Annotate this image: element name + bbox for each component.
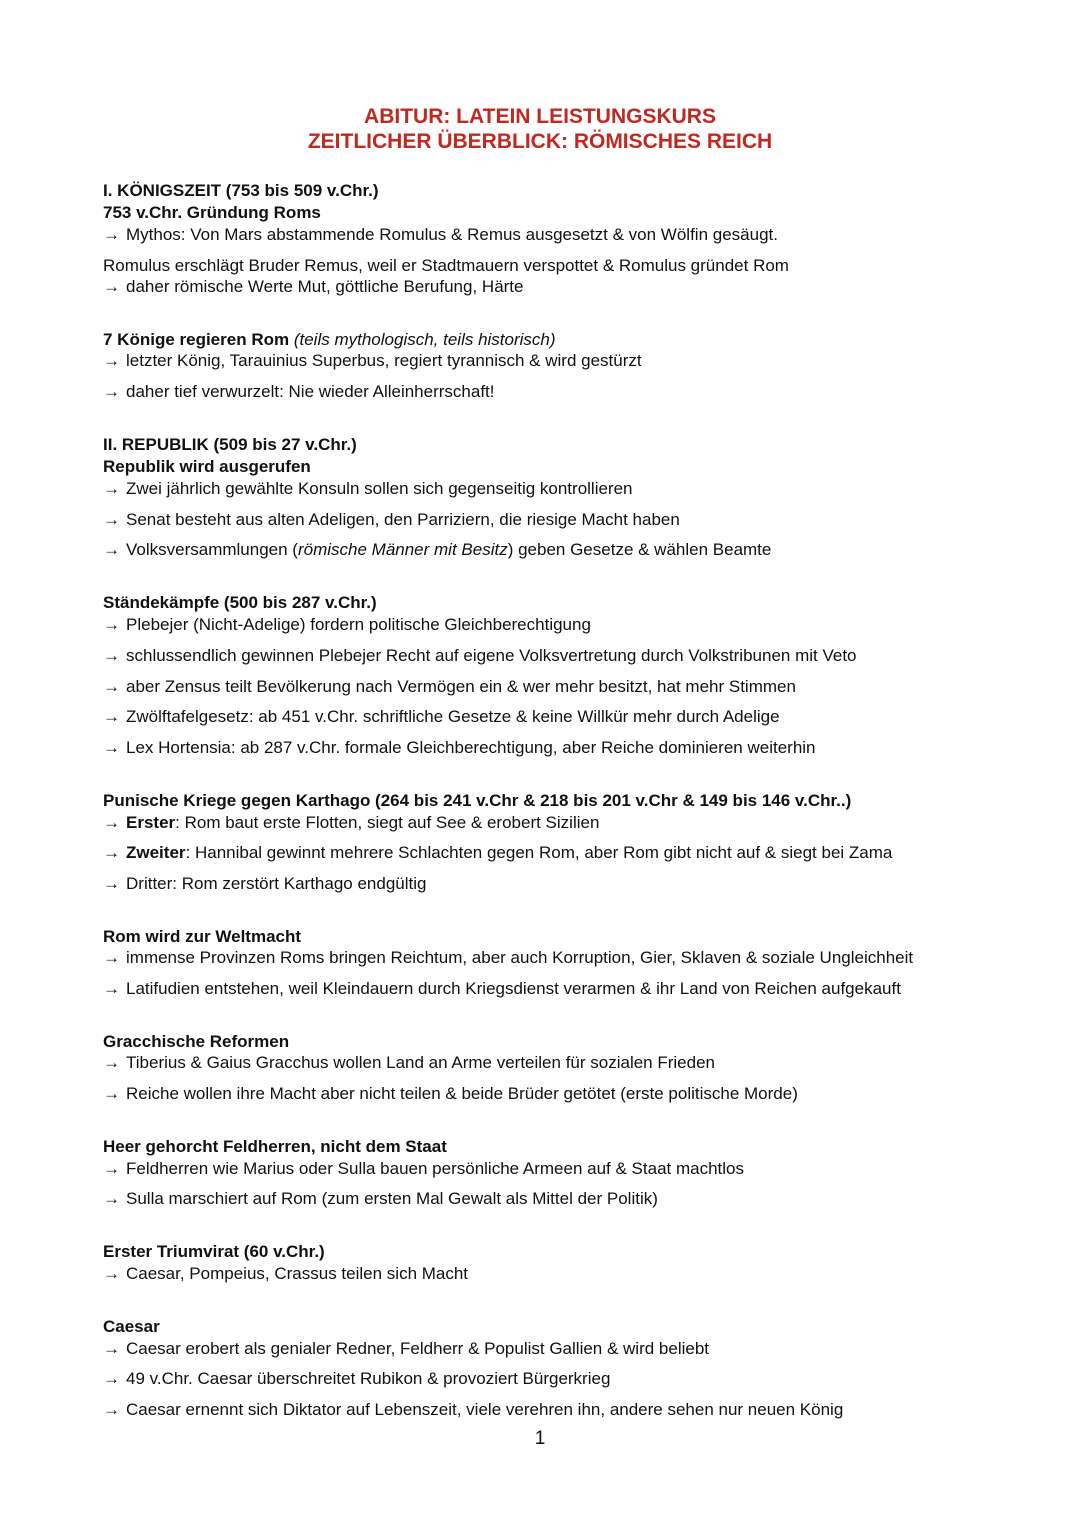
item-text: Reiche wollen ihre Macht aber nicht teilen & beide Brüder getötet (erste politische Morde) xyxy=(126,1084,798,1103)
section-heading: Punische Kriege gegen Karthago (264 bis 241 v.Chr & 218 bis 201 v.Chr & 149 bis 146 v.Chr..) xyxy=(103,791,852,810)
list-item xyxy=(103,1159,1020,1179)
arrow-icon: → xyxy=(103,1369,120,1388)
list-item xyxy=(103,615,1020,635)
item-text: ) geben Gesetze & wählen Beamte xyxy=(507,540,772,559)
arrow-icon: → xyxy=(103,351,120,370)
arrow-icon: → xyxy=(103,382,120,401)
arrow-icon: → xyxy=(103,843,120,862)
arrow-icon: → xyxy=(103,979,120,998)
item-text: Volksversammlungen ( xyxy=(126,540,298,559)
item-text: 49 v.Chr. Caesar überschreitet Rubikon & provoziert Bürgerkrieg xyxy=(126,1369,611,1388)
page-title-line-1: ABITUR: LATEIN LEISTUNGSKURS xyxy=(364,105,716,128)
item-label: Zweiter xyxy=(126,843,186,862)
item-text: letzter König, Tarauinius Superbus, regiert tyrannisch & wird gestürzt xyxy=(126,351,642,370)
arrow-icon: → xyxy=(103,677,120,696)
list-item xyxy=(103,277,1020,297)
arrow-icon: → xyxy=(103,479,120,498)
item-text: Plebejer (Nicht-Adelige) fordern politische Gleichberechtigung xyxy=(126,615,591,634)
arrow-icon: → xyxy=(103,1084,120,1103)
paragraph: Romulus erschlägt Bruder Remus, weil er Stadtmauern verspottet & Romulus gründet Rom xyxy=(103,256,789,275)
section-heading: Gracchische Reformen xyxy=(103,1032,290,1051)
list-item xyxy=(103,1369,1020,1389)
item-text: Lex Hortensia: ab 287 v.Chr. formale Gleichberechtigung, aber Reiche dominieren weiterhin xyxy=(126,738,816,757)
list-item xyxy=(103,1339,1020,1359)
item-text: daher tief verwurzelt: Nie wieder Alleinherrschaft! xyxy=(126,382,495,401)
item-text: : Rom baut erste Flotten, siegt auf See & erobert Sizilien xyxy=(175,813,600,832)
arrow-icon: → xyxy=(103,738,120,757)
item-text: Zwei jährlich gewählte Konsuln sollen sich gegenseitig kontrollieren xyxy=(126,479,633,498)
section-subheading: 753 v.Chr. Gründung Roms xyxy=(103,203,321,222)
item-text: immense Provinzen Roms bringen Reichtum, aber auch Korruption, Gier, Sklaven & soziale Ungleichheit xyxy=(126,948,914,967)
arrow-icon: → xyxy=(103,646,120,665)
list-item xyxy=(103,1053,1020,1073)
list-item xyxy=(103,540,1020,560)
arrow-icon: → xyxy=(103,225,120,244)
arrow-icon: → xyxy=(103,510,120,529)
item-text: Caesar, Pompeius, Crassus teilen sich Macht xyxy=(126,1264,469,1283)
list-item xyxy=(103,707,1020,727)
arrow-icon: → xyxy=(103,615,120,634)
list-item xyxy=(103,979,1020,999)
item-text: Dritter: Rom zerstört Karthago endgültig xyxy=(126,874,427,893)
section-heading: Ständekämpfe (500 bis 287 v.Chr.) xyxy=(103,593,377,612)
arrow-icon: → xyxy=(103,1339,120,1358)
arrow-icon: → xyxy=(103,1053,120,1072)
arrow-icon: → xyxy=(103,277,120,296)
list-item xyxy=(103,646,1020,666)
section-heading: Erster Triumvirat (60 v.Chr.) xyxy=(103,1242,325,1261)
section-heading xyxy=(103,330,1020,350)
list-item xyxy=(103,351,1020,371)
item-text: aber Zensus teilt Bevölkerung nach Vermögen ein & wer mehr besitzt, hat mehr Stimmen xyxy=(126,677,796,696)
list-item xyxy=(103,1264,1020,1284)
arrow-icon: → xyxy=(103,1264,120,1283)
section-heading: Rom wird zur Weltmacht xyxy=(103,927,302,946)
list-item xyxy=(103,510,1020,530)
item-text: Senat besteht aus alten Adeligen, den Parriziern, die riesige Macht haben xyxy=(126,510,680,529)
item-text: Sulla marschiert auf Rom (zum ersten Mal Gewalt als Mittel der Politik) xyxy=(126,1189,658,1208)
arrow-icon: → xyxy=(103,948,120,967)
list-item xyxy=(103,382,1020,402)
arrow-icon: → xyxy=(103,1159,120,1178)
item-text: Zwölftafelgesetz: ab 451 v.Chr. schriftliche Gesetze & keine Willkür mehr durch Adelige xyxy=(126,707,780,726)
list-item xyxy=(103,1084,1020,1104)
item-label: Erster xyxy=(126,813,176,832)
page-title-line-2: ZEITLICHER ÜBERBLICK: RÖMISCHES REICH xyxy=(307,130,773,153)
list-item xyxy=(103,843,1020,863)
page-number: 1 xyxy=(534,1428,546,1449)
list-item xyxy=(103,813,1020,833)
item-text: Caesar ernennt sich Diktator auf Lebenszeit, viele verehren ihn, andere sehen nur neuen König xyxy=(126,1400,844,1419)
item-text-italic: römische Männer mit Besitz xyxy=(297,540,508,559)
arrow-icon: → xyxy=(103,874,120,893)
list-item xyxy=(103,479,1020,499)
arrow-icon: → xyxy=(103,1400,120,1419)
item-text: schlussendlich gewinnen Plebejer Recht auf eigene Volksvertretung durch Volkstribunen mit Veto xyxy=(126,646,857,665)
section-heading: Caesar xyxy=(103,1317,160,1336)
item-text: Mythos: Von Mars abstammende Romulus & Remus ausgesetzt & von Wölfin gesäugt. xyxy=(126,225,778,244)
item-text: daher römische Werte Mut, göttliche Berufung, Härte xyxy=(126,277,524,296)
arrow-icon: → xyxy=(103,707,120,726)
arrow-icon: → xyxy=(103,540,120,559)
item-text: Latifudien entstehen, weil Kleindauern durch Kriegsdienst verarmen & ihr Land von Reichen aufgekauft xyxy=(126,979,901,998)
list-item xyxy=(103,948,1020,968)
list-item xyxy=(103,1189,1020,1209)
heading-text: 7 Könige regieren Rom xyxy=(103,330,290,349)
section-heading: I. KÖNIGSZEIT (753 bis 509 v.Chr.) xyxy=(103,181,379,200)
list-item xyxy=(103,225,1020,245)
item-text: Caesar erobert als genialer Redner, Feldherr & Populist Gallien & wird beliebt xyxy=(126,1339,710,1358)
section-subheading: Republik wird ausgerufen xyxy=(103,457,311,476)
heading-note: (teils mythologisch, teils historisch) xyxy=(293,330,556,349)
arrow-icon: → xyxy=(103,1189,120,1208)
list-item xyxy=(103,1400,1020,1420)
list-item xyxy=(103,738,1020,758)
list-item xyxy=(103,874,1020,894)
section-heading: Heer gehorcht Feldherren, nicht dem Staat xyxy=(103,1137,447,1156)
item-text: : Hannibal gewinnt mehrere Schlachten gegen Rom, aber Rom gibt nicht auf & siegt bei Zama xyxy=(185,843,893,862)
arrow-icon: → xyxy=(103,813,120,832)
section-heading: II. REPUBLIK (509 bis 27 v.Chr.) xyxy=(103,435,357,454)
item-text: Feldherren wie Marius oder Sulla bauen persönliche Armeen auf & Staat machtlos xyxy=(126,1159,745,1178)
item-text: Tiberius & Gaius Gracchus wollen Land an Arme verteilen für sozialen Frieden xyxy=(126,1053,715,1072)
list-item xyxy=(103,677,1020,697)
